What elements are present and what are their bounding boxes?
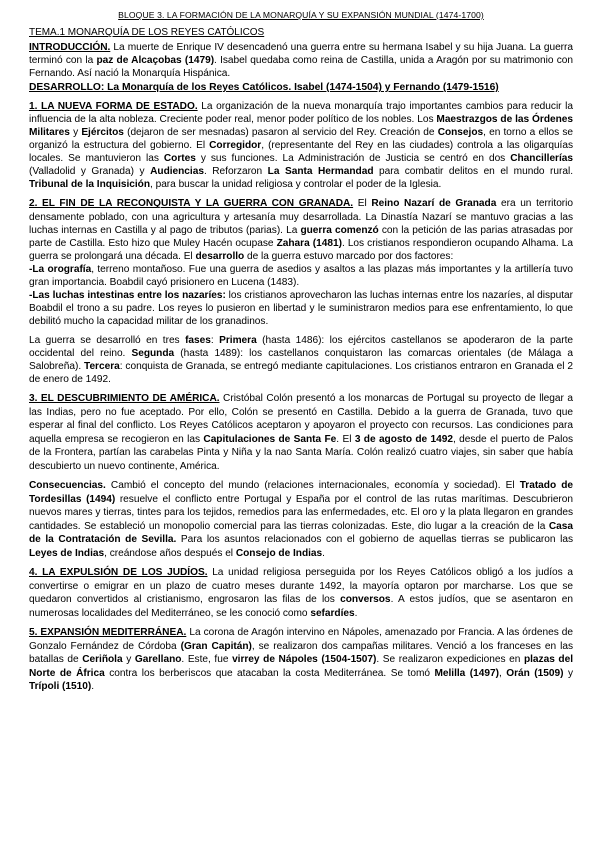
consequences-heading: Consecuencias.: [29, 480, 106, 492]
section-3-paragraph: 3. EL DESCUBRIMIENTO DE AMÉRICA. Cristóbal Colón presentó a los monarcas de Portugal su proyecto de llegar a las Indias, pero no fue aceptado. Por ello, Colón se presentó en Castilla. Debido a la guerra de Granada, tuvo que esperar al final del conflicto. Los Reyes Católicos aceptaron y apoyaron el proyecto con recursos. Las condiciones para aquella empresa se recogieron en las Capitulaciones de Santa Fe. El 3 de agosto de 1492, desde el puerto de Palos de la Frontera, partían las carabelas Pinta y Niña y la nao Santa María. Colón realizó cuatro viajes, sin saber que había descubierto un nuevo continente, América.: [29, 393, 574, 472]
section-2-phases: La guerra se desarrolló en tres fases: Primera (hasta 1486): los ejércitos castellanos se apoderaron de la parte occidental del reino. Segunda (hasta 1489): los castellanos conquistaron las comarcas orientales (de Málaga a Salobreña). Tercera: conquista de Granada, se entregó mediante capitulaciones. Los cristianos entraron en Granada el 2 de enero de 1492.: [29, 334, 574, 386]
section-3-consequences: Consecuencias. Cambió el concepto del mundo (relaciones internacionales, economía y sociedad). El Tratado de Tordesillas (1494) resuelve el conflicto entre Portugal y España por el control de las rutas marítimas. Descubrieron nuevos mares y tierras, tintes para los tejidos, remedios para las enfermedades, etc. El oro y la plata llegaron en grandes cantidades. Se estableció un monopolio comercial para las tierras colonizadas. Este, dio lugar a la creación de la Casa de la Contratación de Sevilla. Para los asuntos relacionados con el gobierno de aquellas tierras se publicaron las Leyes de Indias, creándose años después el Consejo de Indias.: [29, 480, 573, 559]
section-1-heading: 1. LA NUEVA FORMA DE ESTADO.: [29, 101, 198, 113]
factor-orography: -La orografía, terreno montañoso. Fue una guerra de asedios y asaltos a las plazas más importantes y la artillería tuvo gran importancia. Boabdil cayó prisionero en Lucena (1483).: [29, 263, 573, 288]
section-4-heading: 4. LA EXPULSIÓN DE LOS JUDÍOS.: [29, 567, 208, 579]
intro-heading: INTRODUCCIÓN.: [29, 42, 111, 53]
development-heading: DESARROLLO: La Monarquía de los Reyes Católicos. Isabel (1474-1504) y Fernando (1479-1516): [29, 82, 499, 94]
section-4-paragraph: 4. LA EXPULSIÓN DE LOS JUDÍOS. La unidad religiosa perseguida por los Reyes Católicos obligó a los judíos a convertirse o emigrar en un plazo de cuatro meses durante 1492, la mayoría optaron por marcharse. Los que se quedaron convertidos al cristianismo, engrosaron las filas de los conversos. A estos judíos, que se asentaron en numerosas localidades del Mediterráneo, se les conoció como sefardíes.: [29, 567, 573, 619]
topic-title: TEMA.1 MONARQUÍA DE LOS REYES CATÓLICOS: [29, 27, 265, 38]
factor-internal-struggles: -Las luchas intestinas entre los nazaríes: los cristianos aprovecharon las luchas internas entre los nazaríes, al disputar Boabdil el trono a su padre. Los reyes lo pusieron en libertad y le suministraron medios para ese enfrentamiento, lo que debilitó mucho la capacidad militar de los granadinos.: [29, 289, 573, 327]
section-2-paragraph: 2. EL FIN DE LA RECONQUISTA Y LA GUERRA CON GRANADA. El Reino Nazarí de Granada era un territorio densamente poblado, con una agricultura y artesanía muy desarrollada. La Dinastía Nazarí se mantuvo gracias a las luchas internas en Castilla y al pago de tributos (parias). La guerra comenzó con la petición de las parias atrasadas por parte de Castilla. Esto hizo que Muley Hacén ocupase Zahara (1481). Los cristianos respondieron ocupando Alhama. La guerra se prolongará una década. El desarrollo de la guerra estuvo marcado por dos factores:: [29, 198, 574, 262]
section-5-heading: 5. EXPANSIÓN MEDITERRÁNEA.: [29, 627, 187, 639]
section-1-paragraph: 1. LA NUEVA FORMA DE ESTADO. La organización de la nueva monarquía trajo importantes cambios para reducir la influencia de la alta nobleza. Creciente poder real, menor poder político de los nobles. Los Maestrazgos de las Órdenes Militares y Ejércitos (dejaron de ser mesnadas) pasaron al servicio del Rey. Creación de Consejos, en torno a ellos se organizó la estructura del gobierno. El Corregidor, (representante del Rey en las ciudades) controla a las oligarquías locales. Se mantuvieron las Cortes y sus funciones. La Administración de Justicia se centró en dos Chancillerías (Valladolid y Granada) y Audiencias. Reforzaron La Santa Hermandad para combatir delitos en el mundo rural. Tribunal de la Inquisición, para buscar la unidad religiosa y controlar el poder de la Iglesia.: [29, 101, 574, 191]
section-5-paragraph: 5. EXPANSIÓN MEDITERRÁNEA. La corona de Aragón intervino en Nápoles, amenazado por Francia. A las órdenes de Gonzalo Fernández de Córdoba (Gran Capitán), se realizaron dos campañas militares. Venció a los franceses en las batallas de Ceriñola y Garellano. Este, fue virrey de Nápoles (1504-1507). Se realizaron expediciones en plazas del Norte de África contra los berberiscos que atacaban la costa Mediterránea. Se tomó Melilla (1497), Orán (1509) y Trípoli (1510).: [29, 627, 573, 693]
block-header: BLOQUE 3. LA FORMACIÓN DE LA MONARQUÍA Y SU EXPANSIÓN MUNDIAL (1474-1700): [118, 10, 484, 20]
intro-paragraph: INTRODUCCIÓN. La muerte de Enrique IV desencadenó una guerra entre su hermana Isabel y su hija Juana. La guerra terminó con la paz de Alcaçobas (1479). Isabel quedaba como reina de Castilla, unida a Aragón por su matrimonio con Fernando. Así nació la Monarquía Hispánica.: [29, 42, 573, 80]
section-3-heading: 3. EL DESCUBRIMIENTO DE AMÉRICA.: [29, 393, 220, 405]
section-2-heading: 2. EL FIN DE LA RECONQUISTA Y LA GUERRA CON GRANADA.: [29, 198, 354, 210]
